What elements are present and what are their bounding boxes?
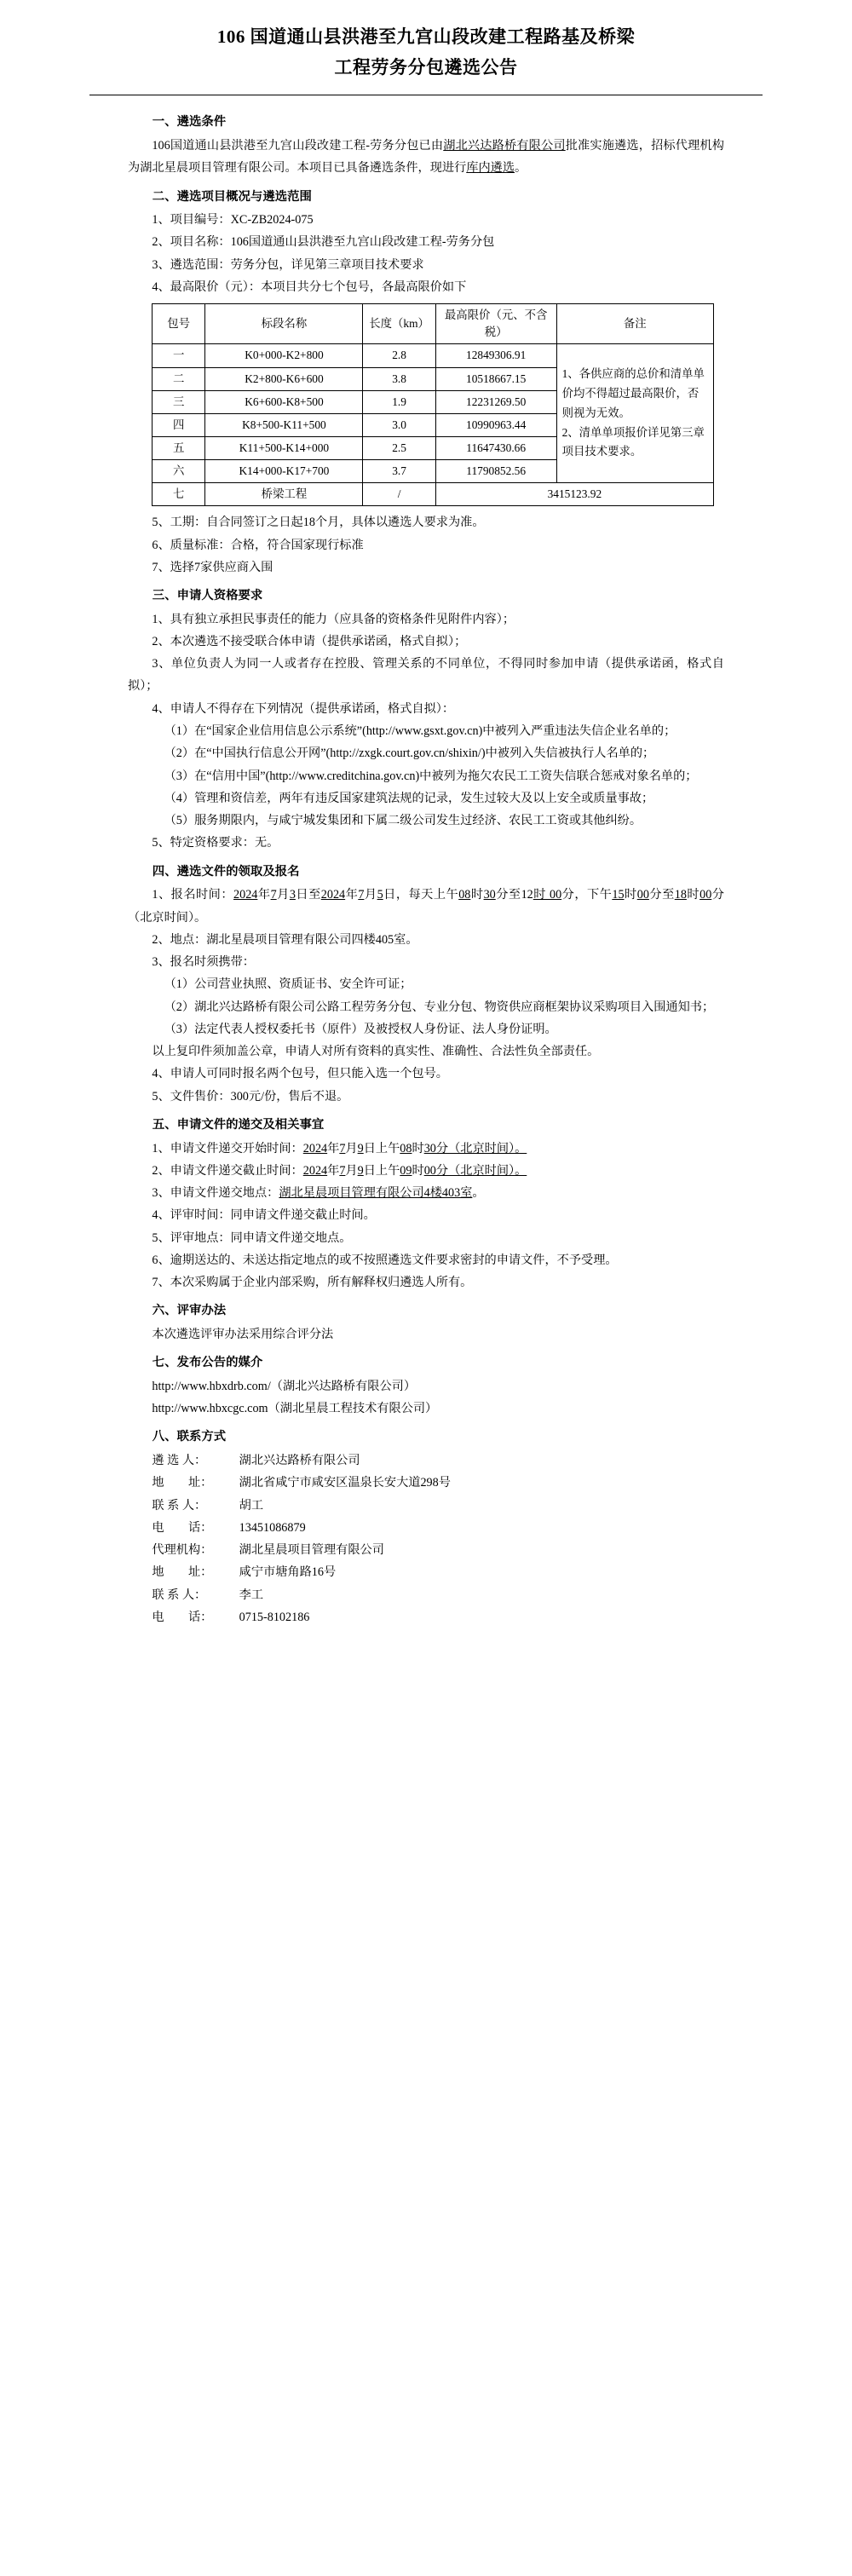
s2-item-7: 7、选择7家供应商入围: [152, 560, 273, 574]
s3-item-2: 2、本次遴选不接受联合体申请（提供承诺函，格式自拟）；: [152, 634, 467, 648]
s3-item-4: 4、申请人不得存在下列情况（提供承诺函，格式自拟）：: [152, 701, 455, 716]
s5-unit-year-2: 年: [327, 1163, 340, 1178]
th-section-name: 标段名称: [205, 304, 363, 344]
cell-section: K8+500-K11+500: [205, 413, 363, 436]
s5-minute-1: 30分（北京时间）。: [423, 1141, 527, 1155]
s5-item-4: 4、评审时间：同申请文件递交截止时间。: [152, 1208, 376, 1223]
s3-item-4-3: （3）在“信用中国”(http://www.creditchina.gov.cn)中被列为拖欠农民工工资失信联合惩戒对象名单的；: [164, 769, 698, 783]
cell-length: 3.7: [363, 460, 435, 483]
th-max-price: 最高限价（元、不含税）: [435, 304, 556, 344]
s4-item-3: 3、报名时须携带：: [152, 955, 255, 970]
contact-row-agency-person: [128, 1584, 724, 1606]
cell-length: 2.8: [363, 344, 435, 367]
s4-minute-3: 00: [636, 888, 649, 902]
bid-price-table: [152, 303, 714, 506]
s4-item-1: [128, 884, 724, 929]
s1-owner-underline: 湖北兴达路桥有限公司: [443, 139, 566, 153]
cell-length: 2.5: [363, 436, 435, 459]
table-row: [153, 344, 714, 367]
s2-item-2: 2、项目名称：106国道通山县洪港至九宫山段改建工程-劳务分包: [152, 235, 495, 250]
s5-unit-month-1: 月: [345, 1141, 358, 1155]
contact-row-owner: [128, 1449, 724, 1472]
s5-item-5: 5、评审地点：同申请文件递交地点。: [152, 1230, 352, 1245]
section-heading-6: 六、评审办法: [152, 1304, 227, 1318]
s4-item-3-3: （3）法定代表人授权委托书（原件）及被授权人身份证、法人身份证明。: [164, 1022, 557, 1036]
cell-package: 六: [153, 460, 205, 483]
cell-price: 12849306.91: [435, 344, 556, 367]
contact-label: 代理机构：: [152, 1543, 213, 1558]
s5-unit-hour-2: 时: [412, 1163, 424, 1178]
s3-item-4-5: （5）服务期限内，与咸宁城发集团和下属二级公司发生过经济、农民工工资或其他纠纷。: [164, 814, 642, 828]
document-content: [128, 111, 724, 1628]
contact-value: 0715-8102186: [239, 1610, 310, 1624]
s1-mode-underline: 库内遴选: [466, 161, 515, 176]
cell-package: 一: [153, 344, 205, 367]
s5-year-2: 2024: [302, 1163, 328, 1178]
section1-paragraph: [128, 135, 724, 180]
s5-unit-year-1: 年: [327, 1141, 340, 1155]
contact-label: 遴 选 人：: [152, 1454, 207, 1468]
s7-media-2: http://www.hbxcgc.com（湖北星晨工程技术有限公司）: [152, 1402, 438, 1416]
s5-hour-2: 09: [400, 1163, 412, 1178]
s2-item-6: 6、质量标准：合格，符合国家现行标准: [152, 538, 364, 552]
contact-label: 电 话：: [152, 1610, 213, 1624]
s4-item-2: 2、地点：湖北星晨项目管理有限公司四楼405室。: [152, 932, 418, 947]
cell-package: 七: [153, 483, 205, 506]
contact-row-agency-phone: [128, 1606, 724, 1628]
cell-section: K14+000-K17+700: [205, 460, 363, 483]
s4-minute-4: 00: [699, 888, 712, 902]
s5-unit-morning-1: 日上午: [363, 1141, 400, 1155]
s4-item-4: 4、申请人可同时报名两个包号，但只能入选一个包号。: [152, 1067, 448, 1081]
cell-section: 桥梁工程: [205, 483, 363, 506]
contact-value: 湖北星晨项目管理有限公司: [239, 1543, 384, 1558]
s3-item-3: 3、单位负责人为同一人或者存在控股、管理关系的不同单位，不得同时参加申请（提供承诺函，格式自拟）；: [128, 657, 724, 694]
s3-item-4-2: （2）在“中国执行信息公开网”(http://zxgk.court.gov.cn/shixin/)中被列入失信被执行人名单的；: [164, 746, 655, 761]
section-heading-8: 八、联系方式: [152, 1430, 227, 1444]
s3-item-5: 5、特定资格要求：无。: [152, 836, 279, 850]
cell-length: 1.9: [363, 390, 435, 413]
s4-unit-afternoon: 分，下午: [561, 888, 613, 902]
s4-unit-daily: 日，每天上午: [383, 888, 459, 902]
s4-year-2: 2024: [320, 888, 346, 902]
cell-length: /: [363, 483, 435, 506]
s5-hour-1: 08: [400, 1141, 412, 1155]
s4-unit-month-2: 月: [364, 888, 377, 902]
cell-price: 3415123.92: [435, 483, 713, 506]
s4-hour-3: 18: [674, 888, 687, 902]
cell-package: 四: [153, 413, 205, 436]
s5-month-1: 7: [339, 1141, 346, 1155]
remark-line-1: 1、各供应商的总价和清单单价均不得超过最高限价，否则视为无效。: [561, 367, 705, 419]
s2-item-4: 4、最高限价（元）：本项目共分七个包号，各最高限价如下: [152, 279, 467, 294]
section-heading-4: 四、遴选文件的领取及报名: [152, 864, 300, 879]
s6-item-1: 本次遴选评审办法采用综合评分法: [152, 1328, 334, 1342]
th-package: 包号: [153, 304, 205, 344]
s5-item-3: [128, 1182, 724, 1204]
cell-section: K11+500-K14+000: [205, 436, 363, 459]
section-heading-2: 二、遴选项目概况与遴选范围: [152, 189, 312, 204]
s4-unit-to-12: 分至12: [495, 888, 533, 902]
section-heading-1: 一、遴选条件: [152, 115, 227, 130]
s5-submission-place: 湖北星晨项目管理有限公司4楼403室: [279, 1186, 473, 1201]
cell-length: 3.8: [363, 367, 435, 390]
title-line-1: 106 国道通山县洪港至九宫山段改建工程路基及桥梁: [216, 26, 636, 47]
contact-label: 地 址：: [152, 1476, 213, 1490]
contact-label: 联 系 人：: [152, 1498, 207, 1513]
s4-unit-year-2: 年: [345, 888, 359, 902]
cell-length: 3.0: [363, 413, 435, 436]
s4-unit-month-1: 月: [276, 888, 290, 902]
contact-value: 湖北省咸宁市咸安区温泉长安大道298号: [239, 1476, 451, 1490]
s4-unit-to: 日至: [295, 888, 321, 902]
s2-item-1: 1、项目编号：XC-ZB2024-075: [152, 213, 314, 228]
s1-text-e: 。: [515, 161, 527, 176]
s2-item-3: 3、遴选范围：劳务分包，详见第三章项目技术要求: [152, 257, 424, 272]
cell-package: 五: [153, 436, 205, 459]
s5-day-2: 9: [357, 1163, 364, 1178]
cell-price: 12231269.50: [435, 390, 556, 413]
s4-unit-hour-2: 时: [624, 888, 637, 902]
s5-month-2: 7: [339, 1163, 346, 1178]
section-heading-5: 五、申请文件的递交及相关事宜: [152, 1117, 325, 1132]
s4-minute-2: 时 00: [532, 888, 562, 902]
s4-item-3-1: （1）公司营业执照、资质证书、安全许可证；: [164, 977, 412, 992]
cell-section: K6+600-K8+500: [205, 390, 363, 413]
s5-label-1: 1、申请文件递交开始时间：: [152, 1141, 303, 1155]
contact-value: 李工: [239, 1588, 264, 1602]
cell-price: 10518667.15: [435, 367, 556, 390]
s5-minute-2: 00分（北京时间）。: [423, 1163, 527, 1178]
contact-row-owner-person: [128, 1495, 724, 1517]
s3-item-4-1: （1）在“国家企业信用信息公示系统”(http://www.gsxt.gov.cn)中被列入严重违法失信企业名单的；: [164, 724, 676, 738]
contact-row-owner-address: [128, 1472, 724, 1494]
s3-item-1: 1、具有独立承担民事责任的能力（应具备的资格条件见附件内容）；: [152, 612, 515, 626]
s4-unit-hour-1: 时: [470, 888, 484, 902]
cell-remarks: [556, 344, 713, 483]
table-row: [153, 483, 714, 506]
contact-row-agency-address: [128, 1561, 724, 1583]
contact-label: 地 址：: [152, 1565, 213, 1580]
s4-label: 1、报名时间：: [152, 888, 234, 902]
contact-row-owner-phone: [128, 1517, 724, 1539]
remark-line-2: 2、清单单项报价详见第三章项目技术要求。: [561, 425, 705, 458]
cell-price: 10990963.44: [435, 413, 556, 436]
s1-text-a: 106国道通山县洪港至九宫山段改建工程-劳务分包已由: [152, 139, 444, 153]
s4-item-3-2: （2）湖北兴达路桥有限公司公路工程劳务分包、专业分包、物资供应商框架协议采购项目入围通知书；: [164, 1000, 715, 1014]
table-header-row: [153, 304, 714, 344]
s4-unit-end: 分（北京时间）。: [128, 888, 724, 925]
cell-price: 11790852.56: [435, 460, 556, 483]
th-length: 长度（km）: [363, 304, 435, 344]
s2-item-5: 5、工期：自合同签订之日起18个月，具体以遴选人要求为准。: [152, 516, 485, 530]
s5-item-1: [128, 1138, 724, 1160]
contact-label: 电 话：: [152, 1520, 213, 1535]
s4-month-2: 7: [358, 888, 365, 902]
s5-unit-morning-2: 日上午: [363, 1163, 400, 1178]
cell-section: K2+800-K6+600: [205, 367, 363, 390]
s3-item-4-4: （4）管理和资信差，两年有违反国家建筑法规的记录，发生过较大及以上安全或质量事故；: [164, 791, 654, 805]
s5-item-2: [128, 1160, 724, 1182]
contact-value: 胡工: [239, 1498, 264, 1513]
title-line-2: 工程劳务分包遴选公告: [334, 56, 518, 78]
s7-media-1: http://www.hbxdrb.com/（湖北兴达路桥有限公司）: [152, 1379, 417, 1393]
contact-value: 13451086879: [239, 1520, 306, 1535]
cell-package: 三: [153, 390, 205, 413]
contact-value: 咸宁市塘角路16号: [239, 1565, 337, 1580]
s5-year-1: 2024: [302, 1141, 328, 1155]
s5-unit-month-2: 月: [345, 1163, 358, 1178]
s4-unit-to-2: 分至: [648, 888, 675, 902]
s4-unit-hour-3: 时: [686, 888, 700, 902]
s5-label-3: 3、申请文件递交地点：: [152, 1186, 279, 1201]
s5-period-3: 。: [472, 1186, 485, 1201]
s5-item-6: 6、逾期送达的、未送达指定地点的或不按照遴选文件要求密封的申请文件，不予受理。: [152, 1253, 618, 1267]
cell-price: 11647430.66: [435, 436, 556, 459]
s5-day-1: 9: [357, 1141, 364, 1155]
s1-text-c: 批准实施遴选，招标代理机构为湖北星晨项目管理有限公司。本项目已具备遴选条件，现进行: [128, 139, 724, 176]
s5-unit-hour-1: 时: [412, 1141, 424, 1155]
document-body: [89, 22, 763, 1628]
s4-unit-year-1: 年: [257, 888, 271, 902]
s4-hour-1: 08: [458, 888, 471, 902]
s4-day-1: 3: [289, 888, 296, 902]
th-remarks: 备注: [556, 304, 713, 344]
s4-day-2: 5: [377, 888, 383, 902]
s4-item-3-end: 以上复印件须加盖公章，申请人对所有资料的真实性、准确性、合法性负全部责任。: [152, 1045, 600, 1059]
s4-hour-2: 15: [612, 888, 625, 902]
s4-month-1: 7: [270, 888, 277, 902]
s5-item-7: 7、本次采购属于企业内部采购，所有解释权归遴选人所有。: [152, 1276, 473, 1290]
s4-item-5: 5、文件售价：300元/份，售后不退。: [152, 1089, 349, 1104]
document-title: [89, 22, 763, 95]
contact-row-agency: [128, 1539, 724, 1561]
section-heading-3: 三、申请人资格要求: [152, 589, 263, 603]
section-heading-7: 七、发布公告的媒介: [152, 1356, 263, 1370]
contact-value: 湖北兴达路桥有限公司: [239, 1454, 360, 1468]
contact-label: 联 系 人：: [152, 1588, 207, 1602]
cell-section: K0+000-K2+800: [205, 344, 363, 367]
s5-label-2: 2、申请文件递交截止时间：: [152, 1163, 303, 1178]
s4-minute-1: 30: [483, 888, 496, 902]
s4-year-1: 2024: [233, 888, 258, 902]
cell-package: 二: [153, 367, 205, 390]
